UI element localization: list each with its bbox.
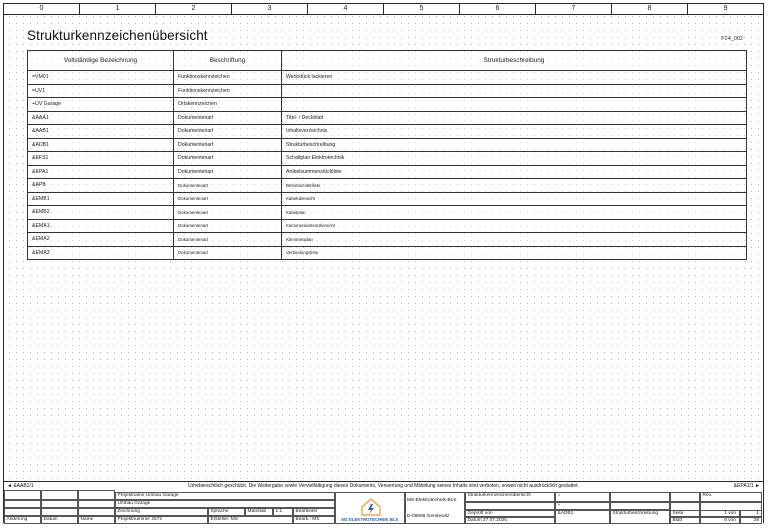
function-code: = (555, 492, 610, 502)
table-row (28, 71, 747, 85)
ruler-column-5: 5 (384, 4, 460, 14)
sheet-total: 28 (740, 517, 762, 524)
ruler-column-0: 0 (4, 4, 80, 14)
scale-label: Maßstab (245, 508, 273, 516)
company-name: MS-Elektrotechnik-BLK (407, 498, 457, 503)
title-block (4, 490, 763, 524)
copyright-notice: Urheberechtlich geschützt. Die Weitergabe sowie Vervielfältigung dieses Dokuments, Verwertung und Mitteilung seines Inhalts sind verboten, soweit nicht ausdrücklich gestattet. (188, 483, 579, 489)
project-name: Projektname Umbau Garage (115, 492, 335, 500)
designation-cell: =UV1 (28, 84, 174, 98)
description-cell (282, 84, 747, 98)
scale-value: 1:1 (273, 508, 293, 516)
revision-date-label: Datum (41, 516, 78, 524)
editor-label: Bearbeiter (293, 508, 335, 516)
designation-cell: &EPA1 (28, 165, 174, 179)
ruler-column-6: 6 (460, 4, 536, 14)
table-row (28, 206, 747, 220)
table-row (28, 219, 747, 233)
revision-label: Änderung (4, 516, 41, 524)
designation-cell: &EMA3 (28, 246, 174, 260)
label-cell: Dokumentenart (174, 206, 282, 220)
language-label: Sprache (208, 508, 245, 516)
designation-cell: &APB (28, 179, 174, 193)
table-header-row (28, 51, 747, 71)
page-total: 1 (740, 510, 762, 517)
page-code: F24_002 (721, 36, 743, 42)
designation-cell: &ADB1 (28, 138, 174, 152)
description-cell: Kabelplan (282, 206, 747, 220)
table-row (28, 233, 747, 247)
header-label: Beschriftung (174, 51, 282, 71)
column-ruler (4, 4, 763, 15)
company-address: D-06686 Gerstewitz (407, 514, 450, 519)
table-row (28, 111, 747, 125)
table-row (28, 246, 747, 260)
created-by: Ersteller: MS (208, 516, 293, 524)
label-cell: Dokumentenart (174, 125, 282, 139)
table-row (28, 138, 747, 152)
description-cell: Klemmenleistenübersicht (282, 219, 747, 233)
description-cell: Werkstück lackieren (282, 71, 747, 85)
designation-cell: &EMB1 (28, 192, 174, 206)
document-code: &ADB1 (555, 510, 610, 524)
designation-cell: &AAB1 (28, 125, 174, 139)
description-cell: Schaltplan Elektrotechnik (282, 152, 747, 166)
revision-field: Rev. (700, 492, 762, 502)
company-logo (335, 492, 405, 524)
project-subtitle: Umbau Garage (115, 500, 335, 508)
table-row (28, 165, 747, 179)
table-row (28, 152, 747, 166)
designation-cell: +UV Garage (28, 98, 174, 112)
label-cell: Funktionskennzeichen (174, 84, 282, 98)
table-row (28, 179, 747, 193)
location-code: + (555, 502, 610, 510)
description-cell: Strukturbeschreibung (282, 138, 747, 152)
sheet-title: Strukturkennzeichenübersicht (465, 492, 555, 502)
revision-name-label: Name (78, 516, 115, 524)
ruler-column-3: 3 (232, 4, 308, 14)
description-cell: Inhaltsverzeichnis (282, 125, 747, 139)
prev-page-link[interactable]: ◄ &AAB1/1 (7, 483, 34, 489)
description-cell: Kabelübersicht (282, 192, 747, 206)
designation-cell: &EMA1 (28, 219, 174, 233)
page-label: Seite (670, 510, 700, 517)
label-cell: Dokumentenart (174, 111, 282, 125)
header-structure-description: Strukturbeschreibung (282, 51, 747, 71)
next-page-link[interactable]: &EPA1/1 ► (733, 483, 760, 489)
designation-cell: =VM01 (28, 71, 174, 85)
ruler-column-7: 7 (536, 4, 612, 14)
designation-cell: &EMA2 (28, 233, 174, 247)
label-cell: Dokumentenart (174, 192, 282, 206)
description-cell: Artikelsummenstückliste (282, 165, 747, 179)
date-label: Datum 27.07.2025 (465, 517, 555, 524)
drawing-sheet (3, 3, 764, 523)
document-type: Strukturbeschreibung (610, 510, 670, 524)
label-cell: Dokumentenart (174, 219, 282, 233)
ruler-column-9: 9 (723, 5, 728, 12)
ruler-column-2: 2 (156, 4, 232, 14)
ruler-column-4: 4 (308, 4, 384, 14)
description-cell (282, 98, 747, 112)
description-cell: Betriebsmittelliste (282, 179, 747, 193)
table-row (28, 84, 747, 98)
sheet-label: Blatt (670, 517, 700, 524)
ruler-column-8: 8 (612, 4, 688, 14)
label-cell: Dokumentenart (174, 165, 282, 179)
drawing-label: Zeichnung (115, 508, 208, 516)
project-number: Projektnummer 2572 (115, 516, 208, 524)
description-cell: Titel- / Deckblatt (282, 111, 747, 125)
sheet-value: 6 von (700, 517, 740, 524)
designation-cell: &EFS1 (28, 152, 174, 166)
description-cell: Klemmenplan (282, 233, 747, 247)
page-value: 1 von (700, 510, 740, 517)
ruler-column-1: 1 (80, 4, 156, 14)
description-cell: Verbindungsliste (282, 246, 747, 260)
label-cell: Dokumentenart (174, 179, 282, 193)
structure-table (27, 50, 747, 260)
label-cell: Funktionskennzeichen (174, 71, 282, 85)
label-cell: Dokumentenart (174, 152, 282, 166)
table-row (28, 98, 747, 112)
logo-text: MS ELEKTROTECHNIK BLK (341, 517, 399, 522)
label-cell: Dokumentenart (174, 138, 282, 152)
label-cell: Ortskennzeichen (174, 98, 282, 112)
page-title: Strukturkennzeichenübersicht (27, 28, 208, 43)
edited-by: Bearb.: MS (293, 516, 335, 524)
header-full-designation: Vollständige Bezeichnung (28, 51, 174, 71)
table-row (28, 192, 747, 206)
designation-cell: &AAA1 (28, 111, 174, 125)
table-row (28, 125, 747, 139)
checked-by-label: Geprüft von (465, 510, 555, 517)
designation-cell: &EMB2 (28, 206, 174, 220)
label-cell: Dokumentenart (174, 246, 282, 260)
label-cell: Dokumentenart (174, 233, 282, 247)
